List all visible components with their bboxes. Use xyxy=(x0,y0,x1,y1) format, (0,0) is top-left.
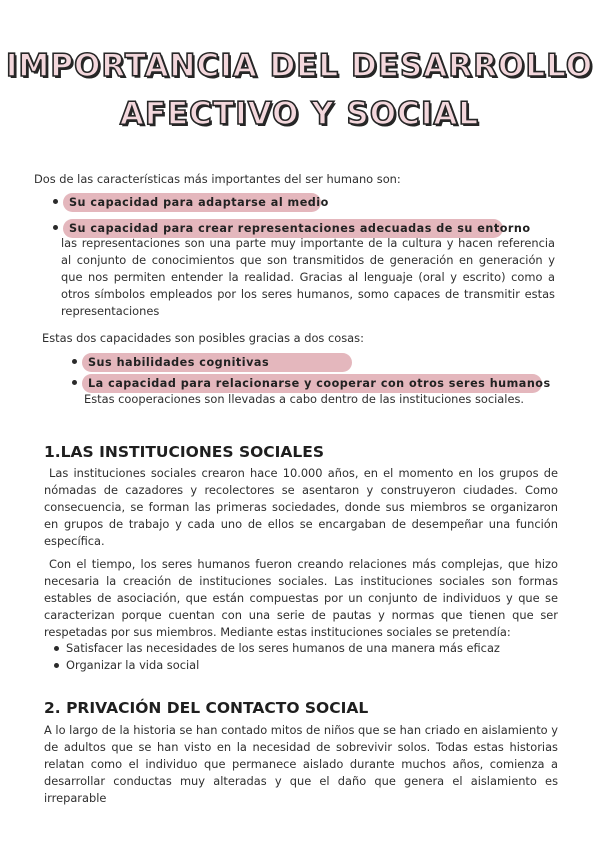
list-item: Satisfacer las necesidades de los seres humanos de una manera más eficaz xyxy=(54,640,554,657)
title-line-1: IMPORTANCIA DEL DESARROLLO xyxy=(5,48,594,84)
cooperation-text: Estas cooperaciones son llevadas a cabo dentro de las instituciones sociales. xyxy=(84,392,525,406)
bullet-icon xyxy=(53,199,58,204)
section-1-bullet-list xyxy=(54,640,554,674)
intro-text: Dos de las características más importantes del ser humano son: xyxy=(34,172,401,186)
section-1-paragraph-2: Con el tiempo, los seres humanos fueron creando relaciones más complejas, que hizo necesaria la creación de instituciones sociales. Las instituciones sociales son formas estables de asociación, que están compuestas por un conjunto de individuos y que se caracterizan porque cuentan con una serie de pautas y normas que tienen que ser respetadas por sus miembros. Mediante estas instituciones sociales se pretendía: xyxy=(44,557,558,639)
section-1-heading: 1.LAS INSTITUCIONES SOCIALES xyxy=(44,443,325,461)
list-item: Organizar la vida social xyxy=(54,657,554,674)
section-1-paragraph-1: Las instituciones sociales crearon hace 10.000 años, en el momento en los grupos de nómadas de cazadores y recolectores se asentaron y construyeron ciudades. Como consecuencia, se forman las primeras sociedades, donde sus miembros se organizaron en grupos de trabajo y cada uno de ellos se encargaban de desempeñar una función específica. xyxy=(44,466,558,548)
capacity-item xyxy=(72,353,357,372)
representations-text: las representaciones son una parte muy importante de la cultura y hacen referencia al conjunto de conocimientos que son transmitidos de generación en generación y que nos permiten entender la realidad. Gracias al lenguaje (oral y escrito) como a otros símbolos empleados por los seres humanos, somo capaces de transmitir estas representaciones xyxy=(61,236,555,318)
characteristic-item xyxy=(53,193,329,212)
title-line-2: AFECTIVO Y SOCIAL xyxy=(119,96,480,132)
highlight-label: La capacidad para relacionarse y cooperar con otros seres humanos xyxy=(82,374,542,393)
bullet-icon xyxy=(72,359,77,364)
bullet-icon xyxy=(53,225,58,230)
capacities-intro: Estas dos capacidades son posibles gracias a dos cosas: xyxy=(42,331,364,345)
section-2-heading: 2. PRIVACIÓN DEL CONTACTO SOCIAL xyxy=(44,699,369,717)
highlight-label: Sus habilidades cognitivas xyxy=(82,353,352,372)
highlight-label: Su capacidad para adaptarse al medio xyxy=(63,193,321,212)
bullet-icon xyxy=(72,380,77,385)
page-title xyxy=(0,42,599,138)
highlight-label: Su capacidad para crear representaciones adecuadas de su entorno xyxy=(63,219,503,238)
section-2-paragraph-1: A lo largo de la historia se han contado mitos de niños que se han criado en aislamiento y de adultos que se han visto en la necesidad de sobrevivir solos. Todas estas historias relatan como el individuo que permanece aislado durante muchos años, comienza a desarrollar conductas muy alteradas y que el daño que genera el aislamiento es irreparable xyxy=(44,723,558,805)
